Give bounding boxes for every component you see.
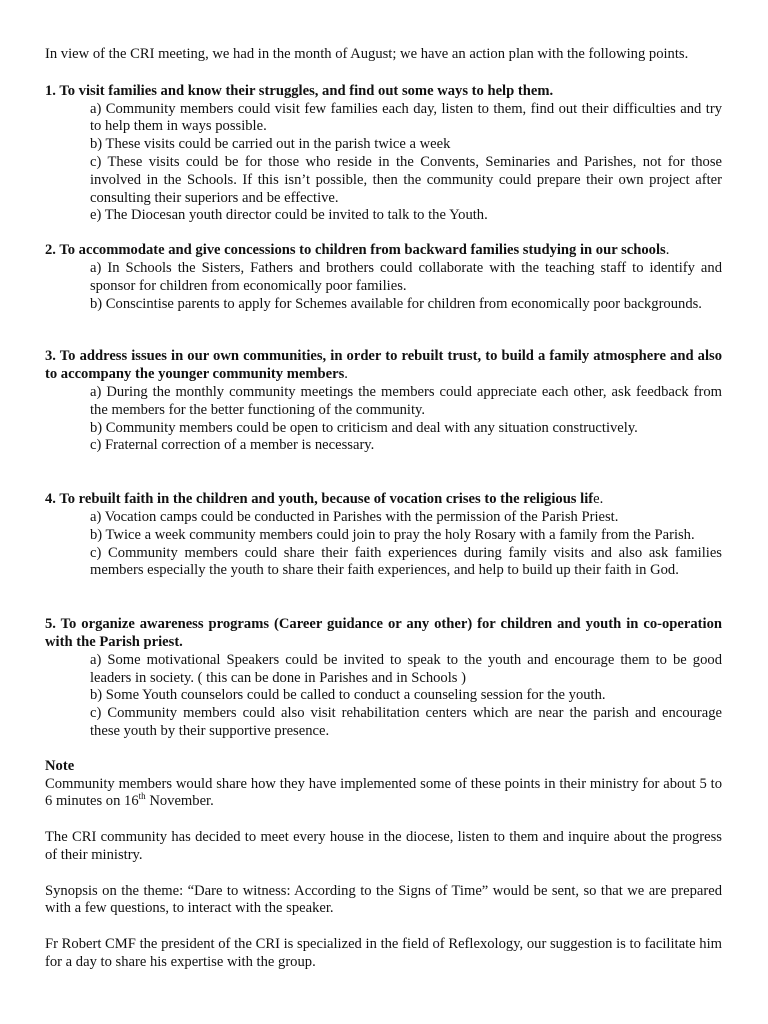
intro-paragraph: In view of the CRI meeting, we had in the month of August; we have an action plan with the following points. xyxy=(45,46,689,62)
section-items xyxy=(90,101,722,226)
note-text-before: Community members would share how they have implemented some of these points in their ministry for about 5 to 6 minutes on 16 xyxy=(45,775,722,810)
reflexology-paragraph: Fr Robert CMF the president of the CRI is specialized in the field of Reflexology, our suggestion is to facilitate him for a day to share his expertise with the group. xyxy=(45,936,722,971)
section-2 xyxy=(45,242,722,313)
section-items xyxy=(90,509,722,580)
list-item: c) These visits could be for those who reside in the Convents, Seminaries and Parishes, not for those involved in the Schools. If this isn’t possible, then the community could prepare their own project after consulting their superiors and be effective. xyxy=(90,153,722,206)
section-title-text: 5. To organize awareness programs (Career guidance or any other) for children and youth in co-operation with the Parish priest. xyxy=(45,616,722,650)
note-text xyxy=(45,776,722,812)
section-title-tail: e. xyxy=(593,491,604,508)
synopsis-paragraph: Synopsis on the theme: “Dare to witness: According to the Signs of Time” would be sent, so that we are prepared with a few questions, to interact with the speaker. xyxy=(45,882,722,917)
section-title-tail: . xyxy=(665,242,670,259)
section-title xyxy=(45,242,722,260)
section-title xyxy=(45,491,722,509)
list-item: b) Community members could be open to criticism and deal with any situation constructively. xyxy=(90,419,638,436)
section-title xyxy=(45,616,722,652)
note-heading: Note xyxy=(45,757,75,774)
section-items xyxy=(90,260,722,313)
document-page xyxy=(45,46,722,990)
section-title xyxy=(45,83,722,101)
section-items xyxy=(90,384,722,455)
list-item: c) Community members could also visit rehabilitation centers which are near the parish and encourage these youth by their supportive presence. xyxy=(90,705,722,739)
note-superscript: th xyxy=(138,791,146,802)
section-title-text: 3. To address issues in our own communities, in order to rebuilt trust, to build a family atmosphere and also to accompany the younger community members xyxy=(45,348,722,383)
section-title xyxy=(45,348,722,384)
section-title-text: 4. To rebuilt faith in the children and youth, because of vocation crises to the religious lif xyxy=(45,491,594,508)
section-title-tail: . xyxy=(344,366,348,383)
list-item: a) Community members could visit few families each day, listen to them, find out their difficulties and try to help them in ways possible. xyxy=(90,100,722,135)
list-item: b) Conscintise parents to apply for Schemes available for children from economically poor backgrounds. xyxy=(90,295,702,312)
list-item: c) Fraternal correction of a member is necessary. xyxy=(90,437,375,454)
section-items xyxy=(90,652,722,741)
community-paragraph: The CRI community has decided to meet every house in the diocese, listen to them and inquire about the progress of their ministry. xyxy=(45,829,722,863)
list-item: b) These visits could be carried out in the parish twice a week xyxy=(90,136,451,153)
section-5 xyxy=(45,616,722,741)
list-item: b) Some Youth counselors could be called to conduct a counseling session for the youth. xyxy=(90,687,606,704)
list-item: c) Community members could share their faith experiences during family visits and also ask families members especially the youth to share their faith experiences, and help to build up their faith in God. xyxy=(90,544,722,579)
section-4 xyxy=(45,491,722,580)
section-1 xyxy=(45,83,722,225)
list-item: a) During the monthly community meetings the members could appreciate each other, ask feedback from the members for the better functioning of the community. xyxy=(90,383,722,418)
section-3 xyxy=(45,348,722,455)
section-title-text: 1. To visit families and know their struggles, and find out some ways to help them. xyxy=(45,82,554,99)
section-title-text: 2. To accommodate and give concessions to children from backward families studying in our schools xyxy=(45,242,666,259)
note-text-after: November. xyxy=(145,793,214,810)
list-item: b) Twice a week community members could join to pray the holy Rosary with a family from the Parish. xyxy=(90,526,695,543)
list-item: a) Some motivational Speakers could be invited to speak to the youth and encourage them to be good leaders in society. ( this can be done in Parishes and in Schools ) xyxy=(90,651,722,686)
list-item: a) In Schools the Sisters, Fathers and brothers could collaborate with the teaching staff to identify and sponsor for children from economically poor families. xyxy=(90,259,722,294)
list-item: a) Vocation camps could be conducted in Parishes with the permission of the Parish Priest. xyxy=(90,508,619,525)
list-item: e) The Diocesan youth director could be invited to talk to the Youth. xyxy=(90,207,488,224)
note-block xyxy=(45,758,722,811)
